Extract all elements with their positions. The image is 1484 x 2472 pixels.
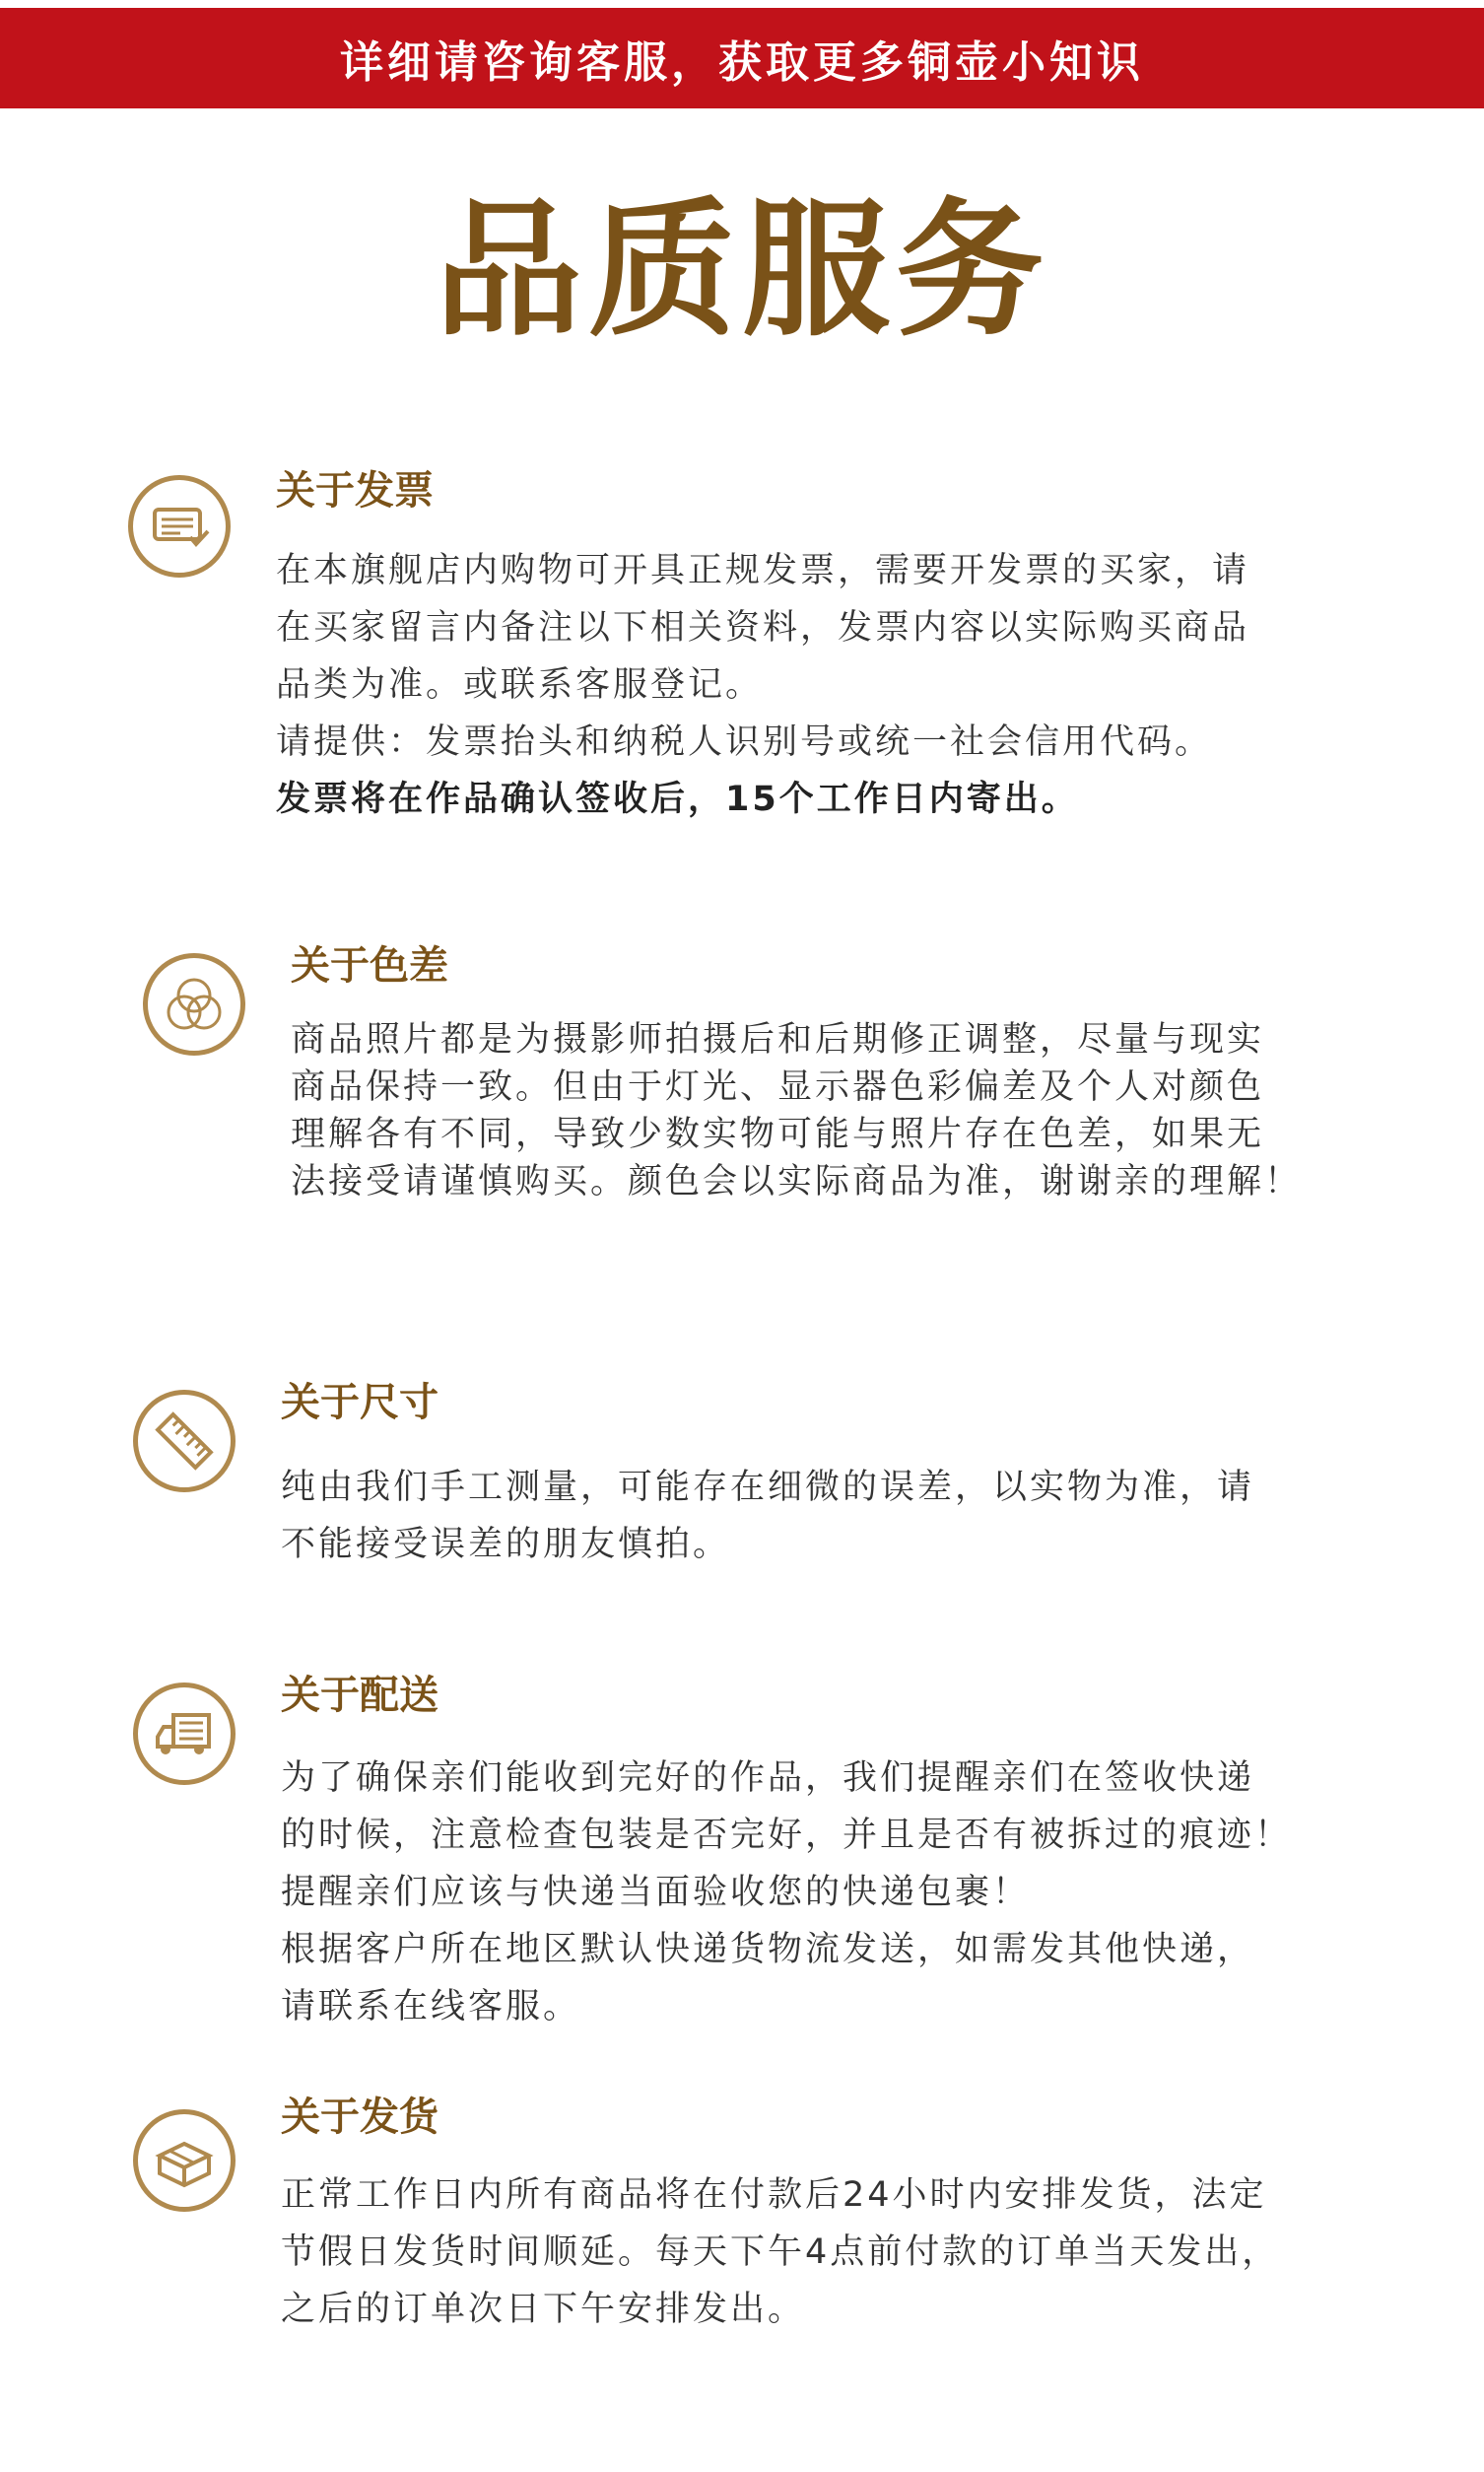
section-heading: 关于发票 <box>276 468 434 514</box>
body-line: 根据客户所在地区默认快递货物流发送，如需发其他快递， <box>281 1930 1255 1969</box>
section-heading: 关于色差 <box>291 943 448 989</box>
section-body <box>276 542 1249 828</box>
section-body <box>281 1459 1254 1573</box>
banner-text: 详细请咨询客服，获取更多铜壶小知识 <box>340 37 1144 88</box>
body-line: 正常工作日内所有商品将在付款后24小时内安排发货，法定 <box>281 2175 1267 2215</box>
invoice-card-icon <box>128 475 231 578</box>
body-line-emphasis: 发票将在作品确认签收后，15个工作日内寄出。 <box>276 780 1079 819</box>
ruler-icon <box>133 1390 236 1492</box>
section-body <box>281 2166 1279 2338</box>
body-line: 在买家留言内备注以下相关资料，发票内容以实际购买商品 <box>276 608 1250 648</box>
package-box-icon <box>133 2109 236 2212</box>
top-banner <box>0 8 1484 108</box>
body-line: 请提供：发票抬头和纳税人识别号或统一社会信用代码。 <box>276 722 1213 762</box>
body-line: 品类为准。或联系客服登记。 <box>276 665 764 705</box>
body-line: 商品照片都是为摄影师拍摄后和后期修正调整，尽量与现实 <box>291 1020 1265 1060</box>
body-line: 之后的订单次日下午安排发出。 <box>281 2290 806 2329</box>
body-line: 商品保持一致。但由于灯光、显示器色彩偏差及个人对颜色 <box>291 1067 1265 1107</box>
section-heading: 关于配送 <box>281 1673 438 1718</box>
page-title: 品质服务 <box>434 185 1049 357</box>
body-line: 法接受请谨慎购买。颜色会以实际商品为准，谢谢亲的理解！ <box>291 1162 1303 1202</box>
body-line: 在本旗舰店内购物可开具正规发票，需要开发票的买家，请 <box>276 551 1250 590</box>
section-body <box>281 1750 1292 2035</box>
body-line: 理解各有不同，导致少数实物可能与照片存在色差，如果无 <box>291 1115 1265 1154</box>
body-line: 请联系在线客服。 <box>281 1987 581 2026</box>
body-line: 提醒亲们应该与快递当面验收您的快递包裹！ <box>281 1873 1031 1912</box>
section-heading: 关于发货 <box>281 2094 438 2140</box>
section-body <box>291 1016 1302 1205</box>
section-heading: 关于尺寸 <box>281 1380 438 1425</box>
body-line: 为了确保亲们能收到完好的作品，我们提醒亲们在签收快递 <box>281 1758 1255 1798</box>
color-circles-icon <box>143 953 245 1056</box>
body-line: 的时候，注意检查包装是否完好，并且是否有被拆过的痕迹！ <box>281 1816 1293 1855</box>
delivery-truck-icon <box>133 1682 236 1785</box>
body-line: 不能接受误差的朋友慎拍。 <box>281 1525 731 1564</box>
body-line: 节假日发货时间顺延。每天下午4点前付款的订单当天发出， <box>281 2232 1280 2272</box>
body-line: 纯由我们手工测量，可能存在细微的误差，以实物为准，请 <box>281 1468 1255 1507</box>
